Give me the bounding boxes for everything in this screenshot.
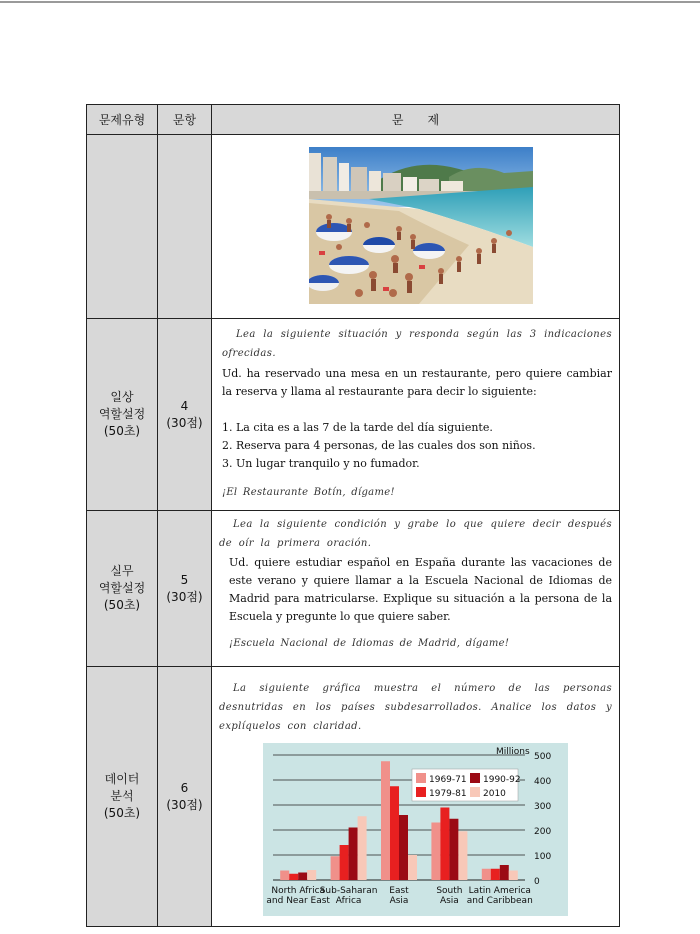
situation-text: Ud. ha reservado una mesa en un restaurante, pero quiere cambiar la reserva y llama al restaurante para decir lo siguiente: [222, 367, 612, 398]
unit-label: Millions [496, 747, 530, 757]
y-tick-label: 200 [534, 827, 552, 837]
y-tick-label: 100 [534, 852, 552, 862]
bar [307, 870, 316, 880]
category-label: Asia [439, 896, 459, 906]
legend-label: 1969-71 [429, 775, 467, 785]
list-item: 3. Un lugar tranquilo y no fumador. [222, 457, 420, 470]
category-label: South [436, 886, 463, 896]
type-line: 역할설정 [98, 581, 146, 595]
malnutrition-chart [263, 743, 568, 916]
category-label: Sub-Saharan [319, 886, 378, 896]
bar [399, 815, 408, 880]
item-points: (30점) [166, 415, 203, 430]
instruction-text: Lea la siguiente condición y grabe lo que quiere decir después de oír la primera oración. [219, 519, 612, 549]
legend-label: 1979-81 [429, 789, 467, 799]
legend-swatch [470, 787, 480, 797]
problem-cell-6 [212, 667, 620, 927]
legend-swatch [416, 773, 426, 783]
category-label: East [389, 886, 409, 896]
bar [408, 855, 417, 880]
indication-list [222, 419, 612, 473]
table-header-row [87, 105, 620, 135]
beach-photo [309, 147, 533, 304]
photo-cell [212, 135, 620, 319]
legend-swatch [416, 787, 426, 797]
category-label: Africa [335, 896, 362, 906]
type-line: 일상 [110, 390, 134, 404]
header-type: 문제유형 [87, 105, 158, 135]
bar [298, 873, 307, 881]
category-label: and Near East [266, 896, 330, 906]
category-label: and Caribbean [466, 896, 533, 906]
closing-line: ¡El Restaurante Botín, dígame! [222, 487, 395, 498]
bar [381, 761, 390, 880]
list-item: 2. Reserva para 4 personas, de las cuales dos son niños. [222, 439, 536, 452]
item-cell-6 [158, 667, 212, 927]
problem-cell-4 [212, 319, 620, 511]
bar [331, 856, 340, 880]
bar [482, 869, 491, 880]
type-cell-6 [87, 667, 158, 927]
y-tick-label: 400 [534, 777, 552, 787]
closing-line: ¡Escuela Nacional de Idiomas de Madrid, dígame! [229, 638, 510, 649]
type-line: (50초) [103, 424, 141, 438]
bar [390, 786, 399, 880]
chart-svg [263, 743, 568, 916]
category-label: Asia [389, 896, 409, 906]
bar [491, 869, 500, 880]
instruction-text: La siguiente gráfica muestra el número de las personas desnutridas en los países subdesarrollados. Analice los datos y explíquelos con claridad. [219, 683, 612, 732]
item-points: (30점) [166, 589, 203, 604]
type-cell-4 [87, 319, 158, 511]
header-problem: 문 제 [212, 105, 620, 135]
top-rule [0, 1, 700, 3]
bar [340, 845, 349, 880]
item-number: 5 [180, 572, 189, 587]
legend-label: 1990-92 [483, 775, 521, 785]
bar [440, 808, 449, 881]
legend-label: 2010 [483, 789, 506, 799]
type-cell-5 [87, 511, 158, 667]
bar [349, 828, 358, 881]
y-tick-label: 500 [534, 752, 552, 762]
bar [280, 871, 289, 881]
bar [509, 871, 518, 881]
photo-row-type [87, 135, 158, 319]
question-row-6 [87, 667, 620, 927]
y-tick-label: 300 [534, 802, 552, 812]
y-tick-label: 0 [534, 877, 540, 887]
bar [500, 865, 509, 880]
item-number: 6 [180, 780, 189, 795]
bar [289, 874, 298, 880]
bar [358, 816, 367, 880]
type-line: 데이터 [104, 772, 140, 786]
photo-row-item [158, 135, 212, 319]
instruction-text: Lea la siguiente situación y responda según las 3 indicaciones ofrecidas. [222, 329, 612, 359]
bar [458, 831, 467, 880]
legend-swatch [470, 773, 480, 783]
bar [449, 819, 458, 880]
type-line: 실무 [110, 564, 134, 578]
type-line: (50초) [103, 806, 141, 820]
item-number: 4 [180, 398, 189, 413]
item-points: (30점) [166, 797, 203, 812]
situation-text: Ud. quiere estudiar español en España durante las vacaciones de este verano y quiere llamar a la Escuela Nacional de Idiomas de Madrid para matricularse. Explique su situación a la persona de la Escuela y pregunte lo que quiere saber. [229, 556, 612, 623]
type-line: (50초) [103, 598, 141, 612]
item-cell-4 [158, 319, 212, 511]
problem-cell-5 [212, 511, 620, 667]
question-row-5 [87, 511, 620, 667]
list-item: 1. La cita es a las 7 de la tarde del día siguiente. [222, 421, 493, 434]
exam-table [86, 104, 620, 927]
type-line: 분석 [110, 789, 134, 803]
photo-row [87, 135, 620, 319]
header-item: 문항 [158, 105, 212, 135]
category-label: Latin America [468, 886, 531, 896]
item-cell-5 [158, 511, 212, 667]
bar [431, 823, 440, 881]
type-line: 역할설정 [98, 407, 146, 421]
category-label: North Africa [271, 886, 326, 896]
question-row-4 [87, 319, 620, 511]
